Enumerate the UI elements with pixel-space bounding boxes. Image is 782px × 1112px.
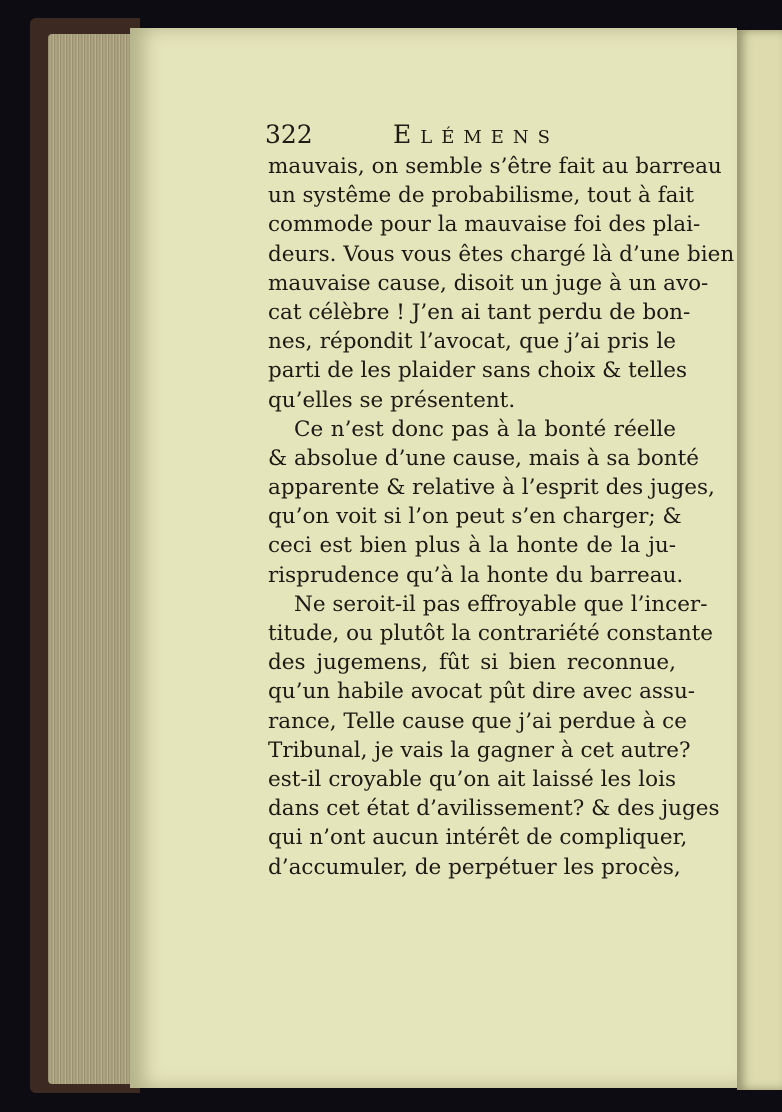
text-line: risprudence qu’à la honte du barreau.	[268, 562, 684, 588]
text-line: qui n’ont aucun intérêt de compliquer,	[268, 825, 688, 851]
text-line: des jugemens, fût si bien reconnue,	[268, 650, 676, 676]
text-line: titude, ou plutôt la contrariété constante	[268, 621, 714, 646]
text-line: deurs. Vous vous êtes chargé là d’une bien	[268, 241, 735, 267]
text-line: qu’un habile avocat pût dire avec assu-	[268, 679, 696, 705]
text-line: d’accumuler, de perpétuer les procès,	[268, 854, 681, 880]
text-line: est-il croyable qu’on ait laissé les lois	[268, 766, 676, 792]
text-line: dans cet état d’avilissement? & des juges	[268, 796, 720, 822]
body-text	[268, 152, 735, 882]
next-page-edge	[737, 30, 782, 1090]
text-line: mauvaise cause, disoit un juge à un avo-	[268, 270, 709, 296]
text-line: Tribunal, je vais la gagner à cet autre?	[268, 737, 691, 763]
text-line: qu’elles se présentent.	[268, 387, 516, 413]
text-line: mauvais, on semble s’être fait au barreau	[268, 154, 722, 179]
text-line: & absolue d’une cause, mais à sa bonté	[268, 445, 699, 471]
text-line: ceci est bien plus à la honte de la ju-	[268, 533, 676, 559]
text-line: Ne seroit-il pas effroyable que l’incer-	[294, 591, 708, 617]
running-head: Elémens	[393, 120, 559, 149]
page-header	[265, 120, 575, 156]
text-line: parti de les plaider sans choix & telles	[268, 358, 688, 384]
text-line: nes, répondit l’avocat, que j’ai pris le	[268, 329, 676, 355]
text-line: cat célèbre ! J’en ai tant perdu de bon-	[268, 299, 691, 325]
text-line: qu’on voit si l’on peut s’en charger; &	[268, 504, 682, 530]
text-line: commode pour la mauvaise foi des plai-	[268, 212, 701, 238]
text-line: Ce n’est donc pas à la bonté réelle	[294, 416, 676, 442]
text-line: rance, Telle cause que j’ai perdue à ce	[268, 708, 687, 734]
text-line: apparente & relative à l’esprit des juges,	[268, 475, 715, 501]
page-number: 322	[265, 120, 313, 149]
text-line: un systême de probabilisme, tout à fait	[268, 183, 694, 209]
page-edges	[48, 34, 140, 1084]
